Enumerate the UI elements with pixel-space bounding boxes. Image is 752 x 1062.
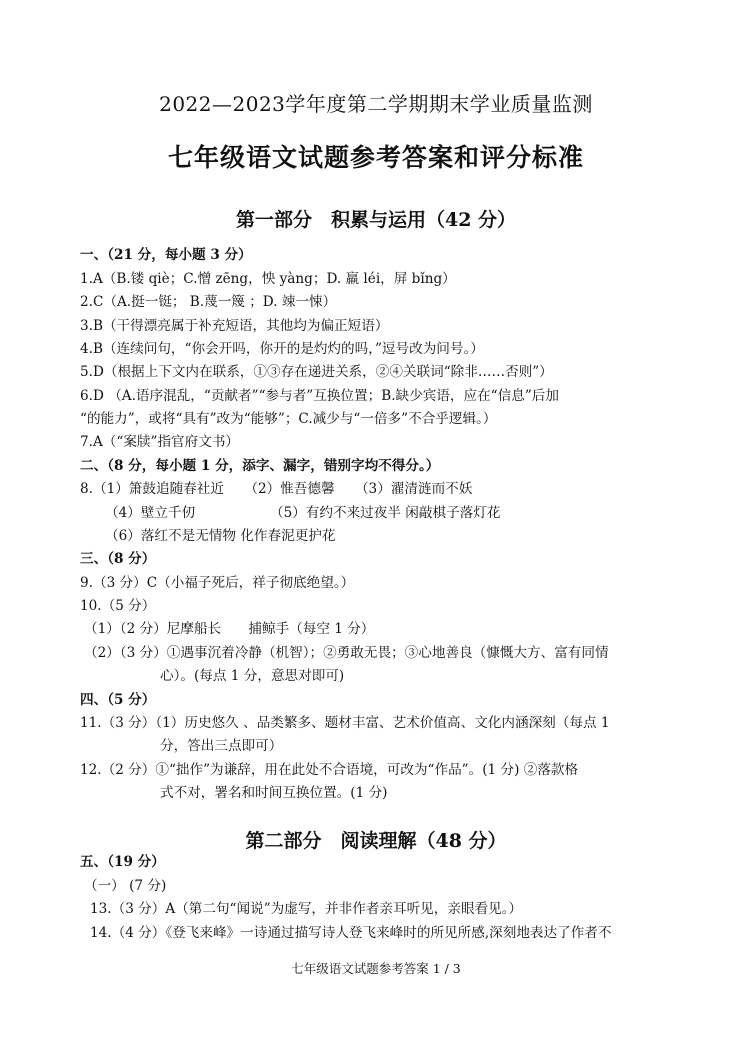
part2-heading: 第二部分 阅读理解（48 分）	[245, 830, 507, 852]
section-heading: 四、（5 分）	[80, 692, 156, 708]
answer-line: 心）。(每点 1 分，意思对即可)	[160, 668, 345, 684]
answer-line: “的能力”，或将“具有”改为“能够”；C.减少与“一倍多”不合乎逻辑。）	[80, 411, 497, 427]
answer-line: 13.（3 分）A（第二句“闻说”为虚写，并非作者亲耳听见，亲眼看见。）	[90, 901, 523, 917]
section-heading: 一、（21 分，每小题 3 分）	[80, 247, 252, 263]
section-heading: 二、（8 分，每小题 1 分，添字、漏字，错别字均不得分。）	[80, 458, 440, 474]
document-title: 七年级语文试题参考答案和评分标准	[167, 143, 584, 172]
answer-line: （1）（2 分）尼摩船长 捕鲸手（每空 1 分）	[84, 621, 375, 637]
answer-line: 8.（1）箫鼓追随春社近 （2）惟吾德馨 （3）濯清涟而不妖	[80, 481, 473, 497]
answer-line: 6.D （A.语序混乱，“贡献者”“参与者”互换位置；B.缺少宾语，应在“信息”后加	[80, 388, 559, 404]
answer-line: 1.A（B.镂 qiè；C.憎 zēng，怏 yàng；D. 羸 léi，屏 bǐng）	[80, 271, 456, 287]
answer-line: 9.（3 分）C（小福子死后，祥子彻底绝望。）	[80, 575, 355, 591]
answer-line: 4.B（连续问句，“你会开吗，你开的是灼灼的吗，”逗号改为问号。）	[80, 341, 484, 357]
answer-line: 5.D（根据上下文内在联系，①③存在递进关系，②④关联词“除非……否则”）	[80, 364, 553, 380]
exam-title: 2022—2023学年度第二学期期末学业质量监测	[159, 92, 593, 116]
answer-line: （一） (7 分)	[84, 878, 167, 894]
section-heading: 五、（19 分）	[80, 854, 165, 870]
answer-line: 14.（4 分）《登飞来峰》一诗通过描写诗人登飞来峰时的所见所感,深刻地表达了作者不	[90, 925, 612, 941]
answer-line: 10.（5 分）	[80, 598, 156, 614]
answer-line: 7.A（“案牍”指官府文书）	[80, 434, 240, 450]
answer-line: 分，答出三点即可）	[160, 738, 283, 754]
answer-line: 12.（2 分）①“拙作”为谦辞，用在此处不合语境，可改为“作品”。(1 分) ②落款格	[80, 762, 579, 778]
answer-line: 11.（3 分）（1）历史悠久 、品类繁多、题材丰富、艺术价值高、文化内涵深刻（每点 1	[80, 715, 610, 731]
answer-line: （6）落红不是无情物 化作春泥更护花	[105, 528, 336, 544]
page-footer: 七年级语文试题参考答案 1 / 3	[291, 961, 461, 976]
answer-line: 式不对，署名和时间互换位置。(1 分)	[160, 785, 388, 801]
answer-line: （4）壁立千仞 （5）有约不来过夜半 闲敲棋子落灯花	[105, 505, 501, 521]
part1-heading: 第一部分 积累与运用（42 分）	[235, 209, 517, 231]
section-heading: 三、（8 分）	[80, 551, 156, 567]
answer-line: 2.C（A.挺一铤； B.蔑一篾 ；D. 竦一悚）	[80, 294, 337, 310]
answer-line: 3.B（干得漂亮属于补充短语，其他均为偏正短语）	[80, 318, 389, 334]
answer-line: （2）（3 分）①遇事沉着冷静（机智）；②勇敢无畏；③心地善良（慷慨大方、富有同情	[84, 645, 609, 661]
